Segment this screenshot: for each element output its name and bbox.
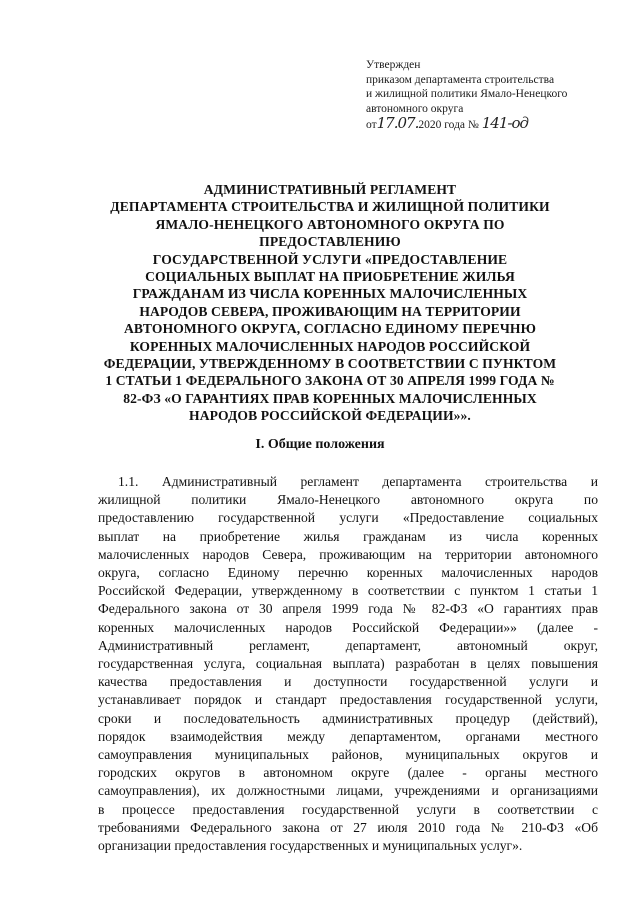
title-line: ФЕДЕРАЦИИ, УТВЕРЖДЕННОМУ В СООТВЕТСТВИИ С ПУНКТОМ <box>103 356 557 372</box>
paragraph-line: 1.1. Административный регламент департамента строительства и <box>118 474 598 489</box>
paragraph-line: Российской Федерации, утвержденному в соответствии с пунктом 1 статьи 1 <box>98 583 598 599</box>
title-line: ЯМАЛО-НЕНЕЦКОГО АВТОНОМНОГО ОКРУГА ПО <box>155 216 505 232</box>
title-line: ПРЕДОСТАВЛЕНИЮ <box>259 234 401 250</box>
paragraph-line: Федерального закона от 30 апреля 1999 года № 82-ФЗ «О гарантиях прав <box>98 601 598 617</box>
title-line: НАРОДОВ СЕВЕРА, ПРОЖИВАЮЩИМ НА ТЕРРИТОРИИ <box>139 303 521 319</box>
paragraph-line: городских округов в автономном округе (далее - органы местного <box>98 765 598 781</box>
approval-stamp <box>366 58 616 133</box>
title-line: СОЦИАЛЬНЫХ ВЫПЛАТ НА ПРИОБРЕТЕНИЕ ЖИЛЬЯ <box>145 269 515 285</box>
paragraph-line: государственная услуга, социальная выплата) разработан в целях повышения <box>98 656 598 672</box>
number-prefix: № <box>467 119 479 131</box>
title-line: ГОСУДАРСТВЕННОЙ УСЛУГИ «ПРЕДОСТАВЛЕНИЕ <box>152 251 508 267</box>
title-line: 1 СТАТЬИ 1 ФЕДЕРАЛЬНОГО ЗАКОНА ОТ 30 АПРЕЛЯ 1999 ГОДА № <box>105 373 555 389</box>
paragraph-line: выплат на приобретение жилья гражданам из числа коренных <box>98 528 598 544</box>
approval-line: приказом департамента строительства <box>366 73 555 86</box>
title-line: АВТОНОМНОГО ОКРУГА, СОГЛАСНО ЕДИНОМУ ПЕРЕЧНЮ <box>124 321 536 337</box>
title-line: НАРОДОВ РОССИЙСКОЙ ФЕДЕРАЦИИ»». <box>189 408 471 424</box>
paragraph-line: качества предоставления и доступности государственной услуги и <box>98 674 598 690</box>
title-line: КОРЕННЫХ МАЛОЧИСЛЕННЫХ НАРОДОВ РОССИЙСКОЙ <box>129 338 531 354</box>
paragraph-line: порядок взаимодействия между департаментом, органами местного <box>98 728 598 744</box>
paragraph-line: организации предоставления государственных и муниципальных услуг». <box>98 838 523 854</box>
title-line: АДМИНИСТРАТИВНЫЙ РЕГЛАМЕНТ <box>203 182 457 197</box>
paragraph-line: самоуправления муниципальных районов, муниципальных округов и <box>98 747 598 763</box>
paragraph-line: Административный регламент, департамент, автономный округ, <box>98 637 598 653</box>
approval-line: автономного округа <box>366 102 464 115</box>
paragraph-line: сроки и последовательность административных процедур (действий), <box>98 710 598 726</box>
approval-line: и жилищной политики Ямало-Ненецкого <box>366 88 568 100</box>
paragraph-line: жилищной политики Ямало-Ненецкого автономного округа по <box>98 492 598 508</box>
title-line: ДЕПАРТАМЕНТА СТРОИТЕЛЬСТВА И ЖИЛИЩНОЙ ПОЛИТИКИ <box>110 199 550 215</box>
handwritten-date: 17.07. <box>376 114 419 132</box>
paragraph-line: в процессе предоставления государственной услуги в соответствии с <box>98 801 598 817</box>
document-title <box>80 181 580 425</box>
approval-line: Утвержден <box>366 59 421 71</box>
section-heading: I. Общие положения <box>255 437 385 452</box>
date-year: 2020 года <box>418 119 466 131</box>
paragraph-line: округа, согласно Единому перечню коренных малочисленных народов <box>98 565 598 581</box>
paragraph-line: требованиями Федерального закона от 27 июля 2010 года № 210-ФЗ «Об <box>98 819 598 835</box>
paragraph-line: самоуправления), их должностными лицами, учреждениями и организациями <box>98 783 598 799</box>
handwritten-number: 141-од <box>481 114 529 132</box>
date-prefix: от <box>366 119 377 131</box>
paragraph-line: устанавливает порядок и стандарт предоставления государственной услуги, <box>98 692 598 708</box>
paragraph-line: предоставлению государственной услуги «Предоставление социальных <box>98 510 598 526</box>
paragraph-line: малочисленных народов Севера, проживающим на территории автономного <box>98 546 598 562</box>
paragraph-1-1 <box>98 473 598 855</box>
title-line: ГРАЖДАНАМ ИЗ ЧИСЛА КОРЕННЫХ МАЛОЧИСЛЕННЫХ <box>132 286 528 302</box>
paragraph-line: коренных малочисленных народов Российской Федерации»» (далее - <box>98 619 598 635</box>
title-line: 82-ФЗ «О ГАРАНТИЯХ ПРАВ КОРЕННЫХ МАЛОЧИСЛЕННЫХ <box>123 390 537 406</box>
approval-date-line <box>366 116 616 133</box>
